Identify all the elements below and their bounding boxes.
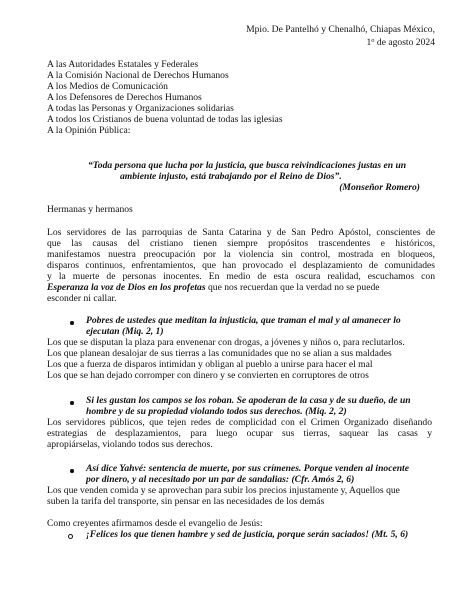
addressee: A la Comisión Nacional de Derechos Humanos xyxy=(47,70,229,81)
closing-intro: Como creyentes afirmamos desde el evangelio de Jesús: xyxy=(47,518,263,529)
addressee: A los Defensores de Derechos Humanos xyxy=(47,92,202,103)
bullet-quote: ejecutan (Miq. 2, 1) xyxy=(86,326,164,337)
quote-author: (Monseñor Romero) xyxy=(339,182,420,193)
intro-line: y la muerte de personas inocentes. En medio de esta oscura realidad, escuchamos con xyxy=(47,271,435,282)
intro-emphasis: Esperanza la voz de Dios en los profetas xyxy=(47,282,206,293)
intro-line: esconder ni callar. xyxy=(47,293,117,304)
bullet-icon xyxy=(70,401,74,405)
bullet-quote: Pobres de ustedes que meditan la injusticia, que traman el mal y al amanecer lo xyxy=(86,315,401,326)
circle-bullet-icon xyxy=(68,534,73,539)
bullet-icon xyxy=(70,469,74,473)
section-line: Los que a fuerza de disparos intimidan y obligan al pueblo a unirse para hacer el mal xyxy=(47,359,373,370)
beatitude: ¡Felices los que tienen hambre y sed de justicia, porque serán saciados! (Mt. 5, 6) xyxy=(86,529,409,540)
date-day: 1 xyxy=(366,37,372,48)
section-line: Los que se han dejado corromper con dinero y se convierten en corruptores de otros xyxy=(47,370,369,381)
intro-line: disparos continuos, enfrentamientos, que han provocado el desplazamiento de comunidades xyxy=(47,260,435,271)
intro-line xyxy=(47,283,380,294)
header-date xyxy=(366,36,435,49)
bullet-quote: Si les gustan los campos se los roban. Se apoderan de la casa y de su dueño, de un xyxy=(86,395,411,406)
greeting: Hermanas y hermanos xyxy=(47,204,133,215)
date-rest: de agosto 2024 xyxy=(374,37,435,48)
intro-line6-rest: que nos recuerdan que la verdad no se puede xyxy=(205,282,380,293)
section-line: apropiárselas, violando todos sus derechos. xyxy=(47,439,213,450)
intro-line: manifestamos nuestra preocupación por la violencia sin control, mostrada en bloqueos, xyxy=(47,249,435,260)
section-line: Los que se disputan la plaza para envenenar con drogas, a jóvenes y niños o, para reclutarlos. xyxy=(47,337,405,348)
addressee: A la Opinión Pública: xyxy=(47,125,131,136)
bullet-quote: por dinero, y al necesitado por un par de sandalias: (Cfr. Amós 2, 6) xyxy=(86,474,355,485)
section-line: estrategias de desplazamientos, para luego ocupar sus tierras, saquear las casas y xyxy=(47,428,432,439)
quote-line: ambiente injusto, está trabajando por el Reino de Dios”. xyxy=(120,171,342,182)
section-line: Los servidores públicos, que tejen redes de complicidad con el Crimen Organizado diseñando xyxy=(47,417,432,428)
section-line: Los que planean desalojar de sus tierras a las comunidades que no se alian a sus maldades xyxy=(47,348,392,359)
bullet-quote: hombre y de su propiedad violando todos sus derechos. (Miq. 2, 2) xyxy=(86,406,347,417)
quote-line: “Toda persona que lucha por la justicia, que busca reivindicaciones justas en un xyxy=(88,160,407,171)
intro-line: Los servidores de las parroquias de Santa Catarina y de San Pedro Apóstol, conscientes de xyxy=(47,227,435,238)
addressee: A todas las Personas y Organizaciones solidarias xyxy=(47,103,234,114)
addressee: A los Medios de Comunicación xyxy=(47,81,168,92)
section-line: suben la tarifa del transporte, sin pensar en las necesidades de los demás xyxy=(47,496,325,507)
addressee: A las Autoridades Estatales y Federales xyxy=(47,59,199,70)
section-line: Los que venden comida y se aprovechan para subir los precios injustamente y, Aquellos que xyxy=(47,485,400,496)
header-place: Mpio. De Pantelhó y Chenalhó, Chiapas México, xyxy=(246,24,435,35)
date-sup: o xyxy=(371,37,375,44)
addressee: A todos los Cristianos de buena voluntad de todas las iglesias xyxy=(47,114,283,125)
intro-line: que las causas del cristiano tienen siempre propósitos trascendentes e históricos, xyxy=(47,238,435,249)
bullet-quote: Así dice Yahvé: sentencia de muerte, por sus crímenes. Porque venden al inocente xyxy=(86,463,409,474)
bullet-icon xyxy=(70,321,74,325)
